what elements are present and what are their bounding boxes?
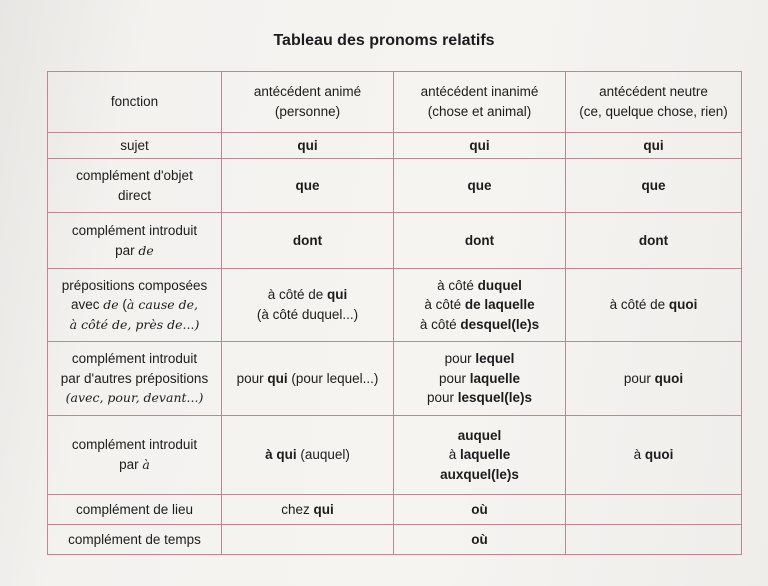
header-neutre: antécédent neutre (ce, quelque chose, rien) [566,72,742,133]
table-row [48,269,742,342]
cell-neutre: dont [566,213,742,269]
cell-neutre: que [566,159,742,213]
header-row [48,72,742,133]
row-label: complément d'objet direct [48,159,222,213]
cell-neutre: à côté de quoi [566,269,742,342]
cell-anime: dont [222,213,394,269]
cell-neutre: qui [566,133,742,159]
cell-neutre: pour quoi [566,342,742,416]
cell-neutre: à quoi [566,416,742,495]
relative-pronouns-table [47,71,742,555]
cell-anime: à qui (auquel) [222,416,394,495]
table-row [48,159,742,213]
cell-inanime: où [394,525,566,555]
cell-neutre [566,525,742,555]
row-label: sujet [48,133,222,159]
header-anime: antécédent animé (personne) [222,72,394,133]
cell-inanime: dont [394,213,566,269]
cell-inanime: à côté duquel à côté de laquelle à côté desquel(le)s [394,269,566,342]
cell-inanime: auquel à laquelle auxquel(le)s [394,416,566,495]
cell-anime: pour qui (pour lequel...) [222,342,394,416]
row-label: complément introduit par de [48,213,222,269]
table-row [48,416,742,495]
cell-inanime: que [394,159,566,213]
cell-anime [222,525,394,555]
table-row [48,342,742,416]
cell-inanime: où [394,495,566,525]
table-row [48,213,742,269]
row-label: prépositions composées avec de (à cause de, à côté de, près de...) [48,269,222,342]
cell-inanime: qui [394,133,566,159]
table-row [48,525,742,555]
row-label: complément de temps [48,525,222,555]
cell-anime: que [222,159,394,213]
header-fonction: fonction [48,72,222,133]
cell-anime: à côté de qui (à côté duquel...) [222,269,394,342]
table-row [48,133,742,159]
cell-inanime: pour lequel pour laquelle pour lesquel(le)s [394,342,566,416]
row-label: complément introduit par d'autres prépositions (avec, pour, devant...) [48,342,222,416]
cell-anime: chez qui [222,495,394,525]
cell-neutre [566,495,742,525]
row-label: complément introduit par à [48,416,222,495]
header-inanime: antécédent inanimé (chose et animal) [394,72,566,133]
table-row [48,495,742,525]
row-label: complément de lieu [48,495,222,525]
cell-anime: qui [222,133,394,159]
page-title: Tableau des pronoms relatifs [273,32,495,49]
